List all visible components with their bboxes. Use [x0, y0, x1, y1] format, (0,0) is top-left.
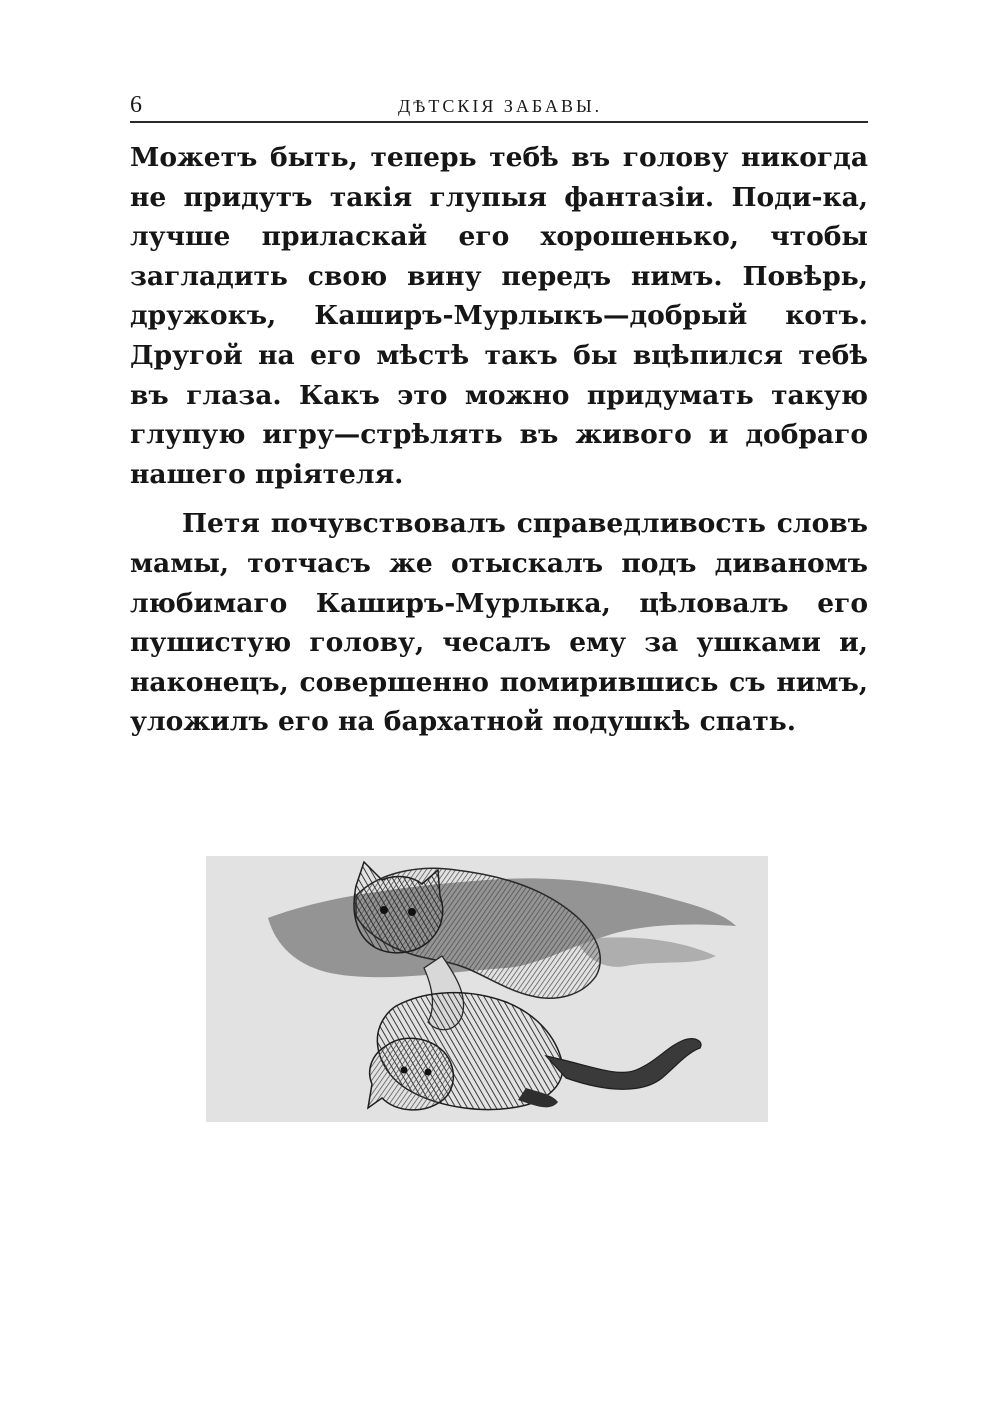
bottom-kitten-eye-right	[425, 1069, 432, 1076]
paragraph-1: Можетъ быть, теперь тебѣ въ голову никогда не придутъ такія глупыя фантазіи. Поди-ка, лучше приласкай его хорошенько, чтобы загладить свою вину передъ нимъ. Повѣрь, дружокъ, Каширъ-Мурлыкъ—добрый котъ. Другой на его мѣстѣ такъ бы вцѣпился тебѣ въ глаза. Какъ это можно придумать такую глупую игру—стрѣлять въ живого и добраго нашего пріятеля.	[130, 142, 868, 490]
kittens-engraving	[206, 856, 768, 1122]
running-title: ДѢТСКІЯ ЗАБАВЫ.	[398, 96, 603, 116]
paragraph-2: Петя почувствовалъ справедливость словъ мамы, тотчасъ же отыскалъ подъ диваномъ любимаго Каширъ-Мурлыка, цѣловалъ его пушистую голову, чесалъ ему за ушками и, наконецъ, совершенно помирившись съ нимъ, уложилъ его на бархатной подушкѣ спать.	[130, 508, 868, 738]
bottom-kitten-eye-left	[401, 1067, 408, 1074]
body-text	[130, 138, 868, 742]
running-head	[130, 88, 868, 124]
top-kitten-eye-left	[380, 906, 388, 914]
top-kitten-eye-right	[408, 908, 416, 916]
kittens-illustration	[206, 856, 768, 1122]
page-number: 6	[130, 92, 142, 118]
header-rule	[130, 121, 868, 123]
bottom-kitten-head	[368, 1038, 453, 1110]
